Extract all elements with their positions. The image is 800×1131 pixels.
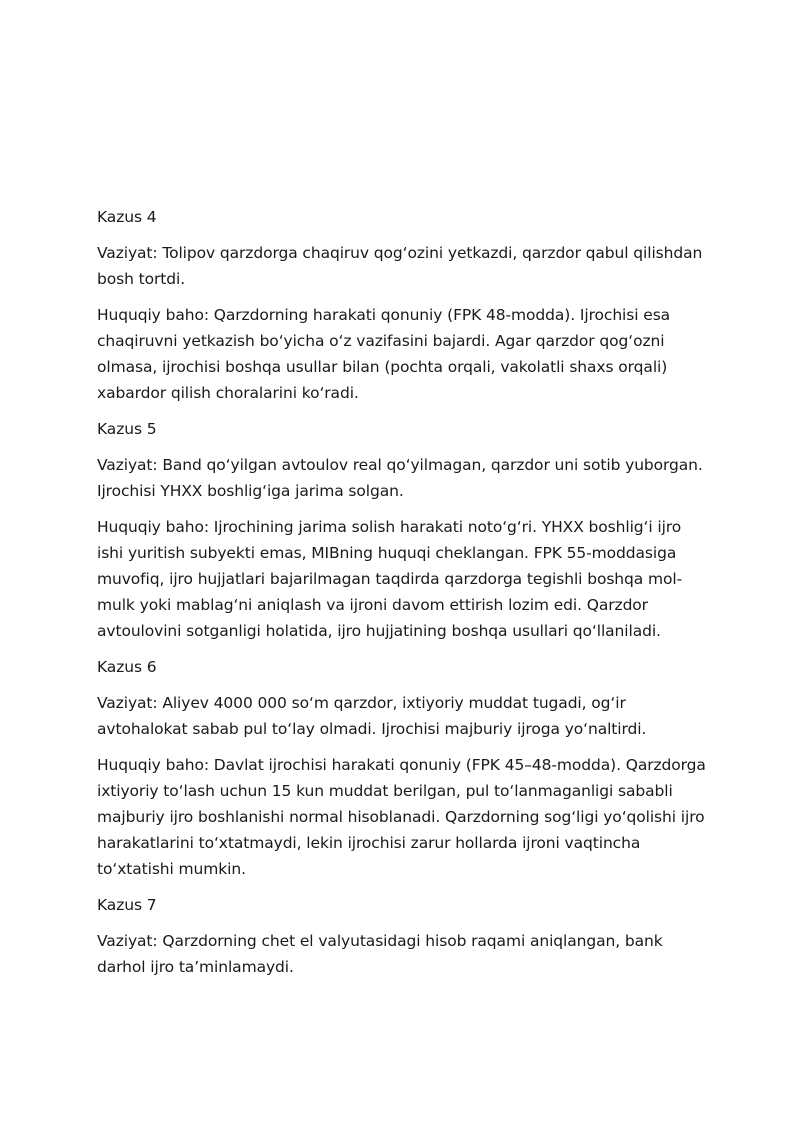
case-6-assessment: Huquqiy baho: Davlat ijrochisi harakati qonuniy (FPK 45–48-modda). Qarzdorga ixtiyoriy to‘lash uchun 15 kun muddat berilgan, pul to‘lanmaganligi sababli majburiy ijro boshlanishi normal hisoblanadi. Qarzdorning sog‘ligi yo‘qolishi ijro harakatlarini to‘xtatmaydi, lekin ijrochisi zarur hollarda ijroni vaqtincha to‘xtatishi mumkin. — [97, 756, 706, 878]
case-5-assessment: Huquqiy baho: Ijrochining jarima solish harakati noto‘g‘ri. YHXX boshlig‘i ijro ishi yuritish subyekti emas, MIBning huquqi cheklangan. FPK 55-moddasiga muvofiq, ijro hujjatlari bajarilmagan taqdirda qarzdorga tegishli boshqa mol-mulk yoki mablag‘ni aniqlash va ijroni davom ettirish lozim edi. Qarzdor avtoulovini sotganligi holatida, ijro hujjatining boshqa usullari qo‘llaniladi. — [97, 518, 683, 640]
case-4-situation: Vaziyat: Tolipov qarzdorga chaqiruv qog‘ozini yetkazdi, qarzdor qabul qilishdan bosh tortdi. — [97, 244, 703, 288]
case-4-heading: Kazus 4 — [97, 208, 157, 226]
case-7-heading: Kazus 7 — [97, 896, 157, 914]
case-6-heading: Kazus 6 — [97, 658, 157, 676]
case-7-situation: Vaziyat: Qarzdorning chet el valyutasidagi hisob raqami aniqlangan, bank darhol ijro ta’minlamaydi. — [97, 932, 663, 976]
case-5-situation: Vaziyat: Band qo‘yilgan avtoulov real qo‘yilmagan, qarzdor uni sotib yuborgan. Ijrochisi YHXX boshlig‘iga jarima solgan. — [97, 456, 703, 500]
case-6-situation: Vaziyat: Aliyev 4000 000 so‘m qarzdor, ixtiyoriy muddat tugadi, og‘ir avtohalokat sabab pul to‘lay olmadi. Ijrochisi majburiy ijroga yo‘naltirdi. — [97, 694, 647, 738]
document-page — [97, 204, 709, 990]
case-4-assessment: Huquqiy baho: Qarzdorning harakati qonuniy (FPK 48-modda). Ijrochisi esa chaqiruvni yetkazish bo‘yicha o‘z vazifasini bajardi. Agar qarzdor qog‘ozni olmasa, ijrochisi boshqa usullar bilan (pochta orqali, vakolatli shaxs orqali) xabardor qilish choralarini ko‘radi. — [97, 306, 671, 402]
case-5-heading: Kazus 5 — [97, 420, 157, 438]
